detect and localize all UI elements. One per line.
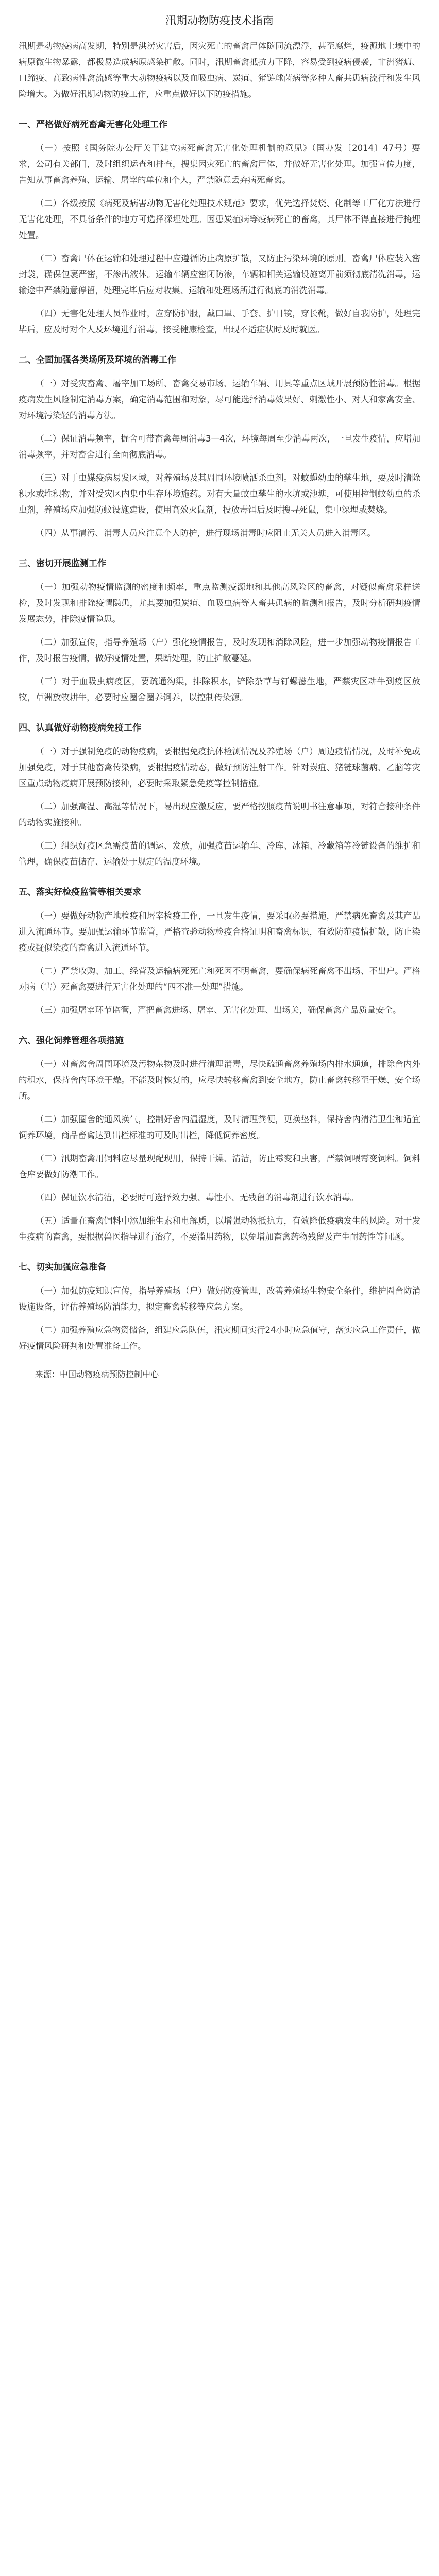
section-heading: 三、密切开展监测工作	[19, 558, 106, 569]
section-paragraph: （一）加强防疫知识宣传，指导养殖场（户）做好防疫管理，改善养殖场生物安全条件，维护圈舍防消设施设备，评估养殖场防消能力，拟定畜禽转移等应急方案。	[19, 1286, 420, 1312]
section-heading: 七、切实加强应急准备	[19, 1262, 106, 1273]
section-paragraph: （二）加强养殖应急物资储备，组建应急队伍，汛灾期间实行24小时应急值守，落实应急工作责任，做好疫情风险研判和处置准备工作。	[19, 1325, 420, 1351]
section-paragraph: （四）无害化处理人员作业时，应穿防护服，戴口罩、手套、护目镜，穿长靴，做好自我防护，处理完毕后，应及时对个人及环境进行消毒，接受健康检查，出现不适症状时及时就医。	[19, 309, 420, 334]
lead-paragraph: 汛期是动物疫病高发期，特别是洪涝灾害后，因灾死亡的畜禽尸体随同流漂浮，甚至腐烂，疫源地土壤中的病原微生物暴露，都极易造成病原感染扩散。同时，汛期畜禽抵抗力下降，容易受到疫病侵袭，非洲猪瘟、口蹄疫、高致病性禽流感等重大动物疫病以及血吸虫病、炭疽、猪链球菌病等多种人畜共患病流行和发生风险增大。为做好汛期动物防疫工作，应重点做好以下防疫措施。	[19, 41, 420, 99]
section-paragraph: （一）按照《国务院办公厅关于建立病死畜禽无害化处理机制的意见》（国办发〔2014〕47号）要求，公司有关部门，及时组织运查和排查，搜集因灾死亡的畜禽尸体，并做好无害化处理。加强宣传力度，告知从事畜禽养殖、运输、屠宰的单位和个人，严禁随意丢弃病死畜禽。	[19, 143, 420, 185]
section-paragraph: （一）加强动物疫情监测的密度和频率，重点监测疫源地和其他高风险区的畜禽，对疑似畜禽采样送检，及时发现和排除疫情隐患，尤其要加强炭疽、血吸虫病等人畜共患病的监测和报告，及时分析研判疫情发展态势，排除疫情隐患。	[19, 582, 420, 624]
section-paragraph: （二）严禁收购、加工、经营及运输病死死亡和死因不明畜禽，要确保病死畜禽不出场、不出户。严格对病（害）死畜禽要进行无害化处理的“四不准一处理”措施。	[19, 966, 420, 992]
section-paragraph: （四）从事清污、消毒人员应注意个人防护，进行现场消毒时应阻止无关人员进入消毒区。	[36, 528, 376, 538]
section-heading: 六、强化饲养管理各项措施	[19, 1036, 124, 1046]
section-paragraph: （二）保证消毒频率，掘舍可带畜禽每周消毒3—4次，环境每周至少消毒两次，一旦发生疫情，应增加消毒频率，并对畜舍进行全面彻底消毒。	[19, 434, 420, 460]
section-heading: 一、严格做好病死畜禽无害化处理工作	[19, 120, 167, 130]
section-paragraph: （二）加强圈舍的通风换气，控制好舍内温湿度，及时清理粪便，更换垫料，保持舍内清洁卫生和适宜饲养环境，商品畜禽达到出栏标准的可及时出栏，降低饲养密度。	[19, 1114, 420, 1140]
section-paragraph: （五）适量在畜禽饲料中添加维生素和电解质，以增强动物抵抗力，有效降低疫病发生的风险。对于发生疫病的畜禽，要根据兽医指导进行治疗，不要滥用药物，以免增加畜禽药物残留及产生耐药性等问题。	[19, 1216, 420, 1242]
section-paragraph: （三）畜禽尸体在运输和处理过程中应遵循防止病原扩散，又防止污染环境的原则。畜禽尸体应装入密封袋，确保包裹严密，不渗出液体。运输车辆应密闭防渗，车辆和相关运输设施离开前须彻底清洗消毒，运输途中严禁随意停留，处理完毕后应对收集、运输和处理场所进行彻底的消洗消毒。	[19, 253, 420, 295]
section-paragraph: （三）组织好疫区急需疫苗的调运、发放，加强疫苗运输车、冷库、冰箱、冷藏箱等冷链设备的维护和管理，确保疫苗储存、运输处于规定的温度环境。	[19, 841, 420, 867]
section-paragraph: （二）加强宣传，指导养殖场（户）强化疫情报告，及时发现和消除风险，进一步加强动物疫情报告工作，及时报告疫情，做好疫情处置，果断处理，防止扩散蔓延。	[19, 637, 420, 663]
section-paragraph: （三）对于血吸虫病疫区，要疏通沟渠，排除积水，铲除杂草与钉螺滋生地，严禁灾区耕牛到疫区放牧，草洲放牧耕牛，必要时应圈舍圈养饲养，以控制传染源。	[19, 676, 420, 702]
section-paragraph: （三）对于虫媒疫病易发区域，对养殖场及其周围环境喷洒杀虫剂。对蚊蝇幼虫的孳生地，要及时清除积水或堆积物，并对受灾区内集中生存环境施药。对有大量蚊虫孳生的水坑或池塘，可使用控制蚊幼虫的杀虫剂，养殖场应加强防蚊设施建设，使用高效灭鼠剂，投放毒饵后及时搜寻死鼠，集中深埋或焚烧。	[19, 473, 420, 515]
section-paragraph: （三）加强屠宰环节监管，严把畜禽进场、屠宰、无害化处理、出场关，确保畜禽产品质量安全。	[36, 1005, 401, 1015]
section-heading: 四、认真做好动物疫病免疫工作	[19, 723, 141, 733]
section-heading: 五、落实好检疫监管等相关要求	[19, 887, 141, 897]
section-paragraph: （二）加强高温、高湿等情况下，易出现应激反应，要严格按照疫苗说明书注意事项，对符合接种条件的动物实施接种。	[19, 802, 420, 827]
article-body	[19, 117, 420, 1354]
section-heading: 二、全面加强各类场所及环境的消毒工作	[19, 355, 176, 365]
source-line: 来源：中国动物疫病预防控制中心	[35, 1369, 159, 1379]
section-paragraph: （一）对畜禽舍周围环境及污物杂物及时进行清理消毒，尽快疏通畜禽养殖场内排水通道，排除舍内外的积水，保持舍内环境干燥。不能及时恢复的，应尽快转移畜禽到安全地方，防止畜禽转移至干燥、安全场所。	[19, 1059, 420, 1101]
article-title: 汛期动物防疫技术指南	[165, 14, 274, 27]
section-paragraph: （一）对受灾畜禽、屠宰加工场所、畜禽交易市场、运输车辆、用具等重点区域开展预防性消毒。根据疫病发生风险制定消毒方案，确定消毒范围和对象，尽可能选择消毒效果好、刺激性小、对人和家禽安全、对环境污染轻的消毒方法。	[19, 379, 420, 420]
section-paragraph: （二）各级按照《病死及病害动物无害化处理技术规范》要求，优先选择焚烧、化制等工厂化方法进行无害化处理，不具备条件的地方可选择深埋处理。因患炭疽病等疫病死亡的畜禽，其尸体不得直接进行掩埋处置。	[19, 198, 420, 240]
section-paragraph: （三）汛期畜禽用饲料应尽量现配现用，保持干燥、清洁，防止霉变和虫害，严禁饲喂霉变饲料。饲料仓库要做好防潮工作。	[19, 1154, 420, 1179]
section-paragraph: （一）要做好动物产地检疫和屠宰检疫工作，一旦发生疫情，要采取必要措施，严禁病死畜禽及其产品进入流通环节。要加强运输环节监管，严格查验动物检疫合格证明和畜禽标识，有效防范疫情扩散，防止染疫或疑似染疫的畜禽进入流通环节。	[19, 911, 420, 953]
section-paragraph: （一）对于强制免疫的动物疫病，要根据免疫抗体检测情况及养殖场（户）周边疫情情况，及时补免或加强免疫，对于其他畜禽传染病，要根据疫情动态，做好预防注射工作。针对炭疽、猪链球菌病、乙脑等灾区重点动物疫病开展预防接种，必要时采取紧急免疫等控制措施。	[19, 747, 420, 788]
section-paragraph: （四）保证饮水清洁，必要时可选择效力强、毒性小、无残留的消毒剂进行饮水消毒。	[36, 1193, 359, 1202]
